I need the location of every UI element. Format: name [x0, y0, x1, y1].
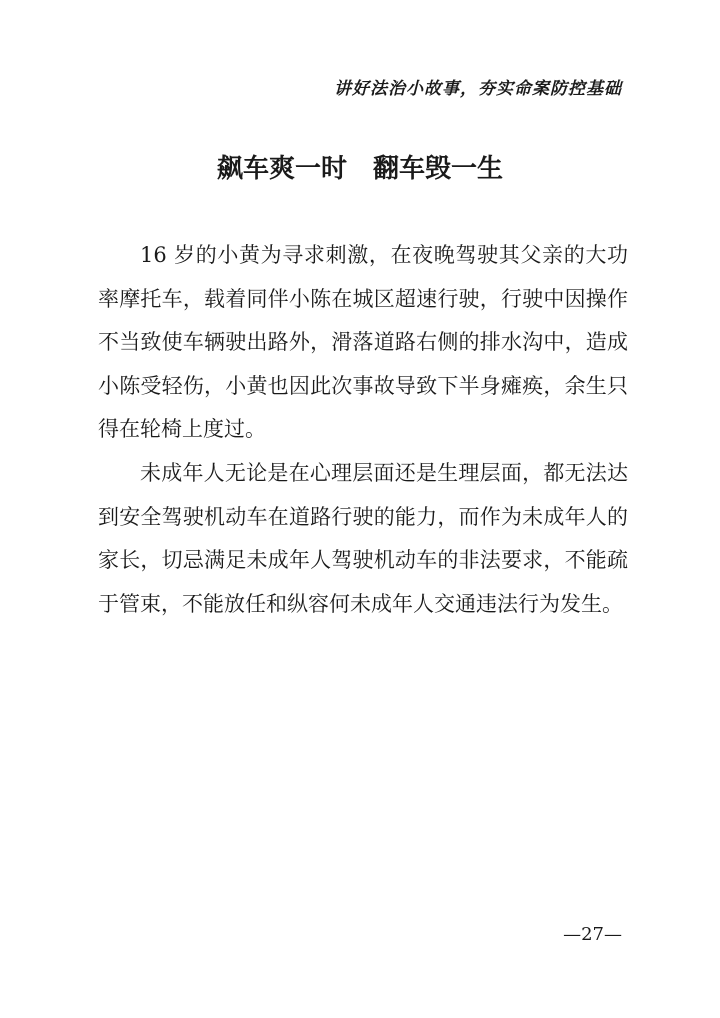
article-title-part-1: 飙车爽一时	[216, 154, 347, 184]
paragraph-2: 未成年人无论是在心理层面还是生理层面，都无法达到安全驾驶机动车在道路行驶的能力，而作为未成年人的家长，切忌满足未成年人驾驶机动车的非法要求，不能疏于管束，不能放任和纵容何未成年人交通违法行为发生。	[98, 460, 628, 616]
article-body	[98, 234, 628, 626]
page-number: —27—	[563, 924, 622, 945]
paragraph-1: 16 岁的小黄为寻求刺激，在夜晚驾驶其父亲的大功率摩托车，载着同伴小陈在城区超速行驶，行驶中因操作不当致使车辆驶出路外，滑落道路右侧的排水沟中，造成小陈受轻伤，小黄也因此次事故导致下半身瘫痪，余生只得在轮椅上度过。	[98, 243, 628, 442]
article-title-part-2: 翻车毁一生	[373, 154, 504, 184]
running-header: 讲好法治小故事，夯实命案防控基础	[334, 79, 622, 99]
article-title	[0, 148, 720, 185]
header-divider	[90, 108, 630, 109]
